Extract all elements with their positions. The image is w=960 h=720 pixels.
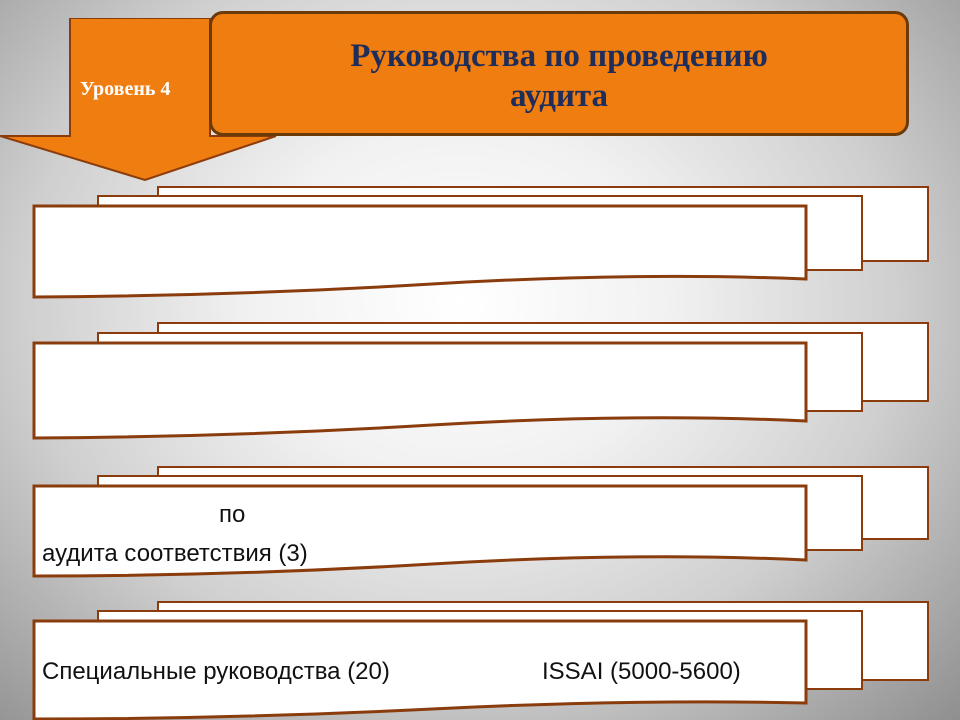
title-box [209, 11, 909, 136]
card-1-front [32, 204, 810, 302]
card-3-line-2: аудита соответствия (3) [42, 540, 308, 567]
card-2-front [32, 341, 810, 443]
card-4-code-range: ISSAI (5000-5600) [542, 658, 741, 685]
title-line-1: Руководства по проведению [350, 38, 768, 74]
card-3-line-1: по [219, 501, 246, 528]
page-title [212, 36, 906, 116]
card-4-label: Специальные руководства (20) [42, 658, 390, 685]
level-label: Уровень 4 [80, 78, 171, 100]
title-line-2: аудита [509, 78, 609, 114]
